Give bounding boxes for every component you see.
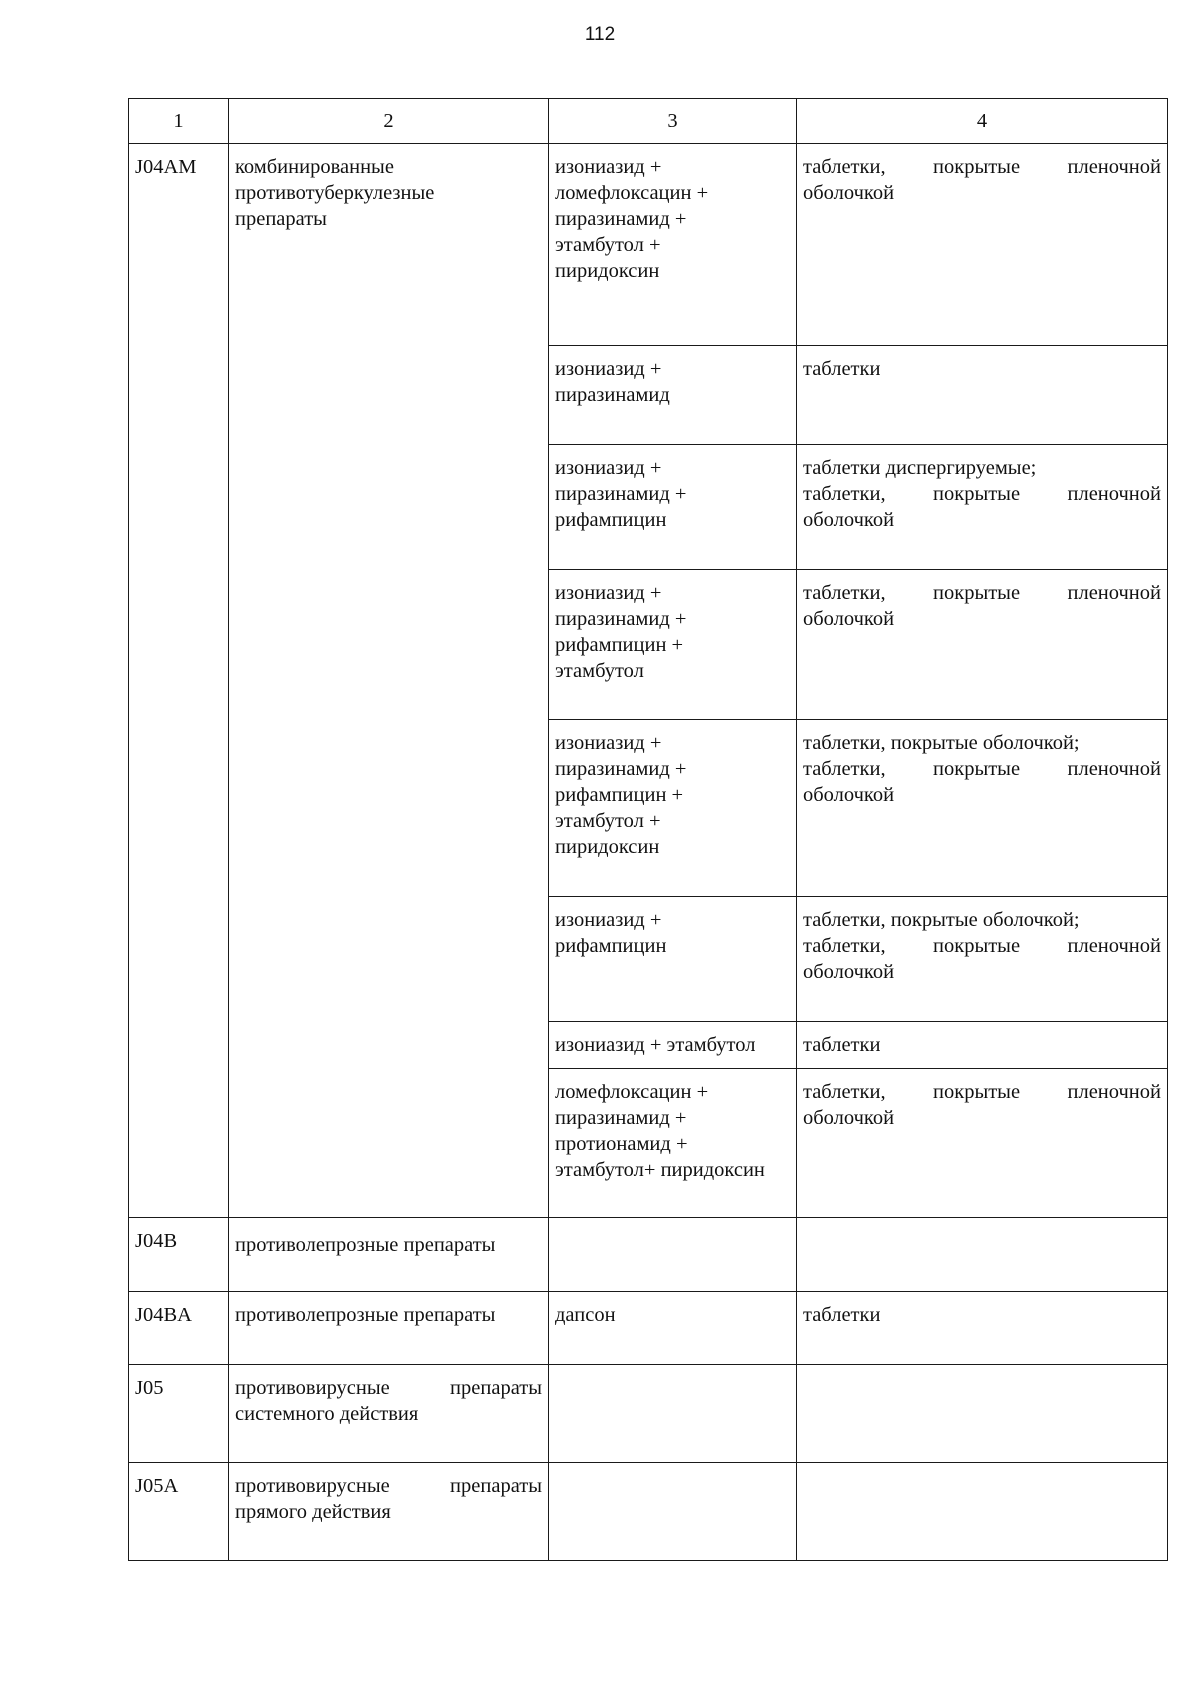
substance-line: этамбутол + [555, 810, 661, 832]
table-row [129, 144, 1168, 346]
dosage-form: таблетки, покрытые пленочной оболочкой [803, 1081, 1161, 1129]
dosage-form: таблетки, покрытые пленочной оболочкой [803, 935, 1161, 983]
substance-line: изониазид + [555, 156, 662, 178]
substance-cell [549, 346, 797, 445]
dosage-form-cell [797, 1365, 1168, 1463]
column-header-2: 2 [229, 99, 549, 144]
substance-line: изониазид + [555, 582, 662, 604]
column-header-1: 1 [129, 99, 229, 144]
substance-line: рифампицин [555, 509, 667, 531]
dosage-form-cell [797, 346, 1168, 445]
page-number: 112 [584, 24, 616, 45]
dosage-form-cell: таблетки [797, 1292, 1168, 1365]
substance-line: рифампицин [555, 935, 667, 957]
substance-line: пиразинамид [555, 384, 670, 406]
dosage-form-cell [797, 1022, 1168, 1069]
dosage-form-cell [797, 570, 1168, 720]
table-row [129, 1292, 1168, 1365]
substance-cell: дапсон [549, 1292, 797, 1365]
substance-line: пиразинамид + [555, 1107, 687, 1129]
substance-cell [549, 1463, 797, 1561]
dosage-form: таблетки, покрытые пленочной оболочкой [803, 758, 1161, 806]
substance-line: изониазид + этамбутол [555, 1034, 756, 1056]
substance-cell [549, 1365, 797, 1463]
table-row [129, 1463, 1168, 1561]
substance-cell [549, 570, 797, 720]
dosage-form-line: таблетки диспергируемые; [803, 457, 1037, 479]
substance-line: ломефлоксацин + [555, 182, 709, 204]
dosage-form-cell [797, 144, 1168, 346]
substance-cell [549, 1022, 797, 1069]
group-name-cell [229, 1365, 549, 1463]
group-name-cell: противолепрозные препараты [229, 1292, 549, 1365]
dosage-form: таблетки [803, 358, 881, 380]
substance-line: протионамид + [555, 1133, 688, 1155]
substance-cell [549, 445, 797, 570]
substance-cell [549, 144, 797, 346]
dosage-form-line: таблетки, покрытые оболочкой; [803, 909, 1080, 931]
dosage-form-cell [797, 445, 1168, 570]
substance-line: изониазид + [555, 358, 662, 380]
group-name-cell: противолепрозные препараты [229, 1218, 549, 1292]
substance-line: изониазид + [555, 732, 662, 754]
atc-code-cell: J04B [129, 1218, 229, 1292]
table-row [129, 1218, 1168, 1292]
substance-line: пиразинамид + [555, 608, 687, 630]
dosage-form-cell [797, 1069, 1168, 1218]
group-name: комбинированные противотуберкулезные препараты [235, 156, 435, 230]
dosage-form-line: таблетки, покрытые оболочкой; [803, 732, 1080, 754]
dosage-form-cell [797, 720, 1168, 897]
column-header-4: 4 [797, 99, 1168, 144]
substance-line: изониазид + [555, 457, 662, 479]
substance-cell [549, 897, 797, 1022]
group-name-cell [229, 1463, 549, 1561]
dosage-form-cell [797, 1218, 1168, 1292]
dosage-form: таблетки, покрытые пленочной оболочкой [803, 156, 1161, 204]
substance-cell [549, 720, 797, 897]
substance-cell [549, 1069, 797, 1218]
substance-line: пиразинамид + [555, 758, 687, 780]
substance-line: пиридоксин [555, 836, 660, 858]
dosage-form-cell [797, 897, 1168, 1022]
substance-line: этамбутол + [555, 234, 661, 256]
dosage-form-cell [797, 1463, 1168, 1561]
atc-code-cell: J05A [129, 1463, 229, 1561]
substance-line: пиразинамид + [555, 208, 687, 230]
substance-line: рифампицин + [555, 634, 684, 656]
substance-line: изониазид + [555, 909, 662, 931]
drug-classification-table [128, 98, 1168, 1561]
atc-code-cell: J04BA [129, 1292, 229, 1365]
substance-line: рифампицин + [555, 784, 684, 806]
group-name: противовирусные препараты прямого действия [235, 1475, 542, 1523]
substance-line: пиридоксин [555, 260, 660, 282]
atc-code-cell: J04AM [129, 144, 229, 1218]
dosage-form: таблетки [803, 1034, 881, 1056]
dosage-form: таблетки, покрытые пленочной оболочкой [803, 483, 1161, 531]
substance-line: ломефлоксацин + [555, 1081, 709, 1103]
substance-line: этамбутол+ пиридоксин [555, 1159, 765, 1181]
group-name: противовирусные препараты системного действия [235, 1377, 542, 1425]
table-header-row [129, 99, 1168, 144]
column-header-3: 3 [549, 99, 797, 144]
substance-line: этамбутол [555, 660, 644, 682]
dosage-form: таблетки, покрытые пленочной оболочкой [803, 582, 1161, 630]
group-name-cell [229, 144, 549, 1218]
substance-line: пиразинамид + [555, 483, 687, 505]
atc-code-cell: J05 [129, 1365, 229, 1463]
substance-cell [549, 1218, 797, 1292]
table-row [129, 1365, 1168, 1463]
